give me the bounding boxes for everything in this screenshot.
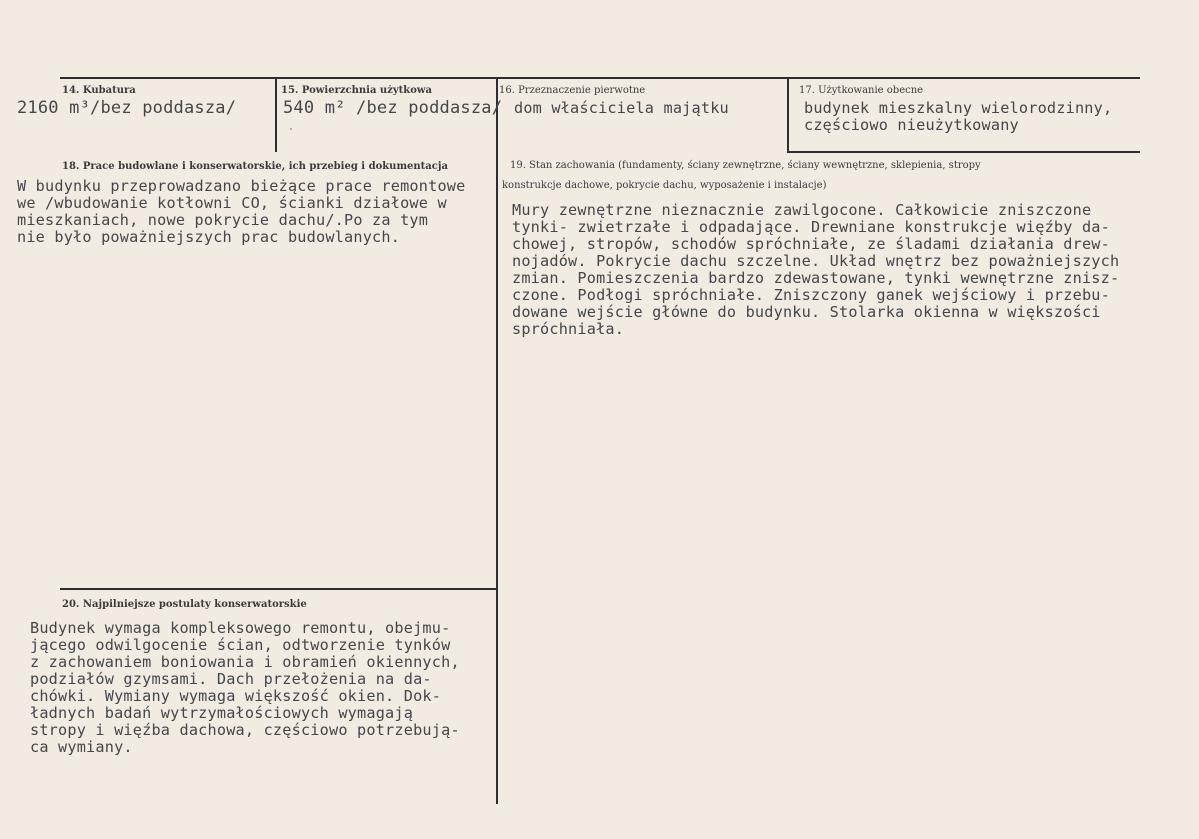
field-16-label: 16. Przeznaczenie pierwotne xyxy=(499,85,646,96)
field-18-line: nie było poważniejszych prac budowlanych. xyxy=(17,228,401,246)
field-14-label: 14. Kubatura xyxy=(62,85,136,96)
field-20-line: Budynek wymaga kompleksowego remontu, obejmu- xyxy=(30,619,451,637)
divider-14-15 xyxy=(275,78,277,152)
field-19-label-line1: 19. Stan zachowania (fundamenty, ściany zewnętrzne, ściany wewnętrzne, sklepienia, stropy xyxy=(510,160,981,171)
field-18-line: W budynku przeprowadzano bieżące prace remontowe xyxy=(17,177,466,195)
rule-above-20 xyxy=(60,588,497,590)
field-19-line: tynki- zwietrzałe i odpadające. Drewniane konstrukcje więźby da- xyxy=(512,218,1110,236)
field-20-line: podziałów gzymsami. Dach przełożenia na da- xyxy=(30,670,432,688)
field-17-label: 17. Użytkowanie obecne xyxy=(799,85,924,96)
field-19-line: Mury zewnętrzne nieznacznie zawilgocone. Całkowicie zniszczone xyxy=(512,201,1092,219)
field-19-line: spróchniała. xyxy=(512,320,625,338)
field-18-line: we /wbudowanie kotłowni CO, ścianki działowe w xyxy=(17,194,447,212)
top-rule xyxy=(60,77,1140,79)
field-20-line: stropy i więźba dachowa, częściowo potrzebują- xyxy=(30,721,460,739)
field-19-line: nojadów. Pokrycie dachu szczelne. Układ wnętrz bez poważniejszych xyxy=(512,252,1120,270)
field-16-value: dom właściciela majątku xyxy=(514,99,729,117)
field-19-line: chowej, stropów, schodów spróchniałe, ze śladami działania drew- xyxy=(512,235,1110,253)
field-20-line: jącego odwilgocenie ścian, odtworzenie tynków xyxy=(30,636,451,654)
field-17-line: częściowo nieużytkowany xyxy=(804,116,1019,134)
field-20-label: 20. Najpilniejsze postulaty konserwatorskie xyxy=(62,599,307,610)
speck xyxy=(290,128,292,130)
field-15-value: 540 m² /bez poddasza/ xyxy=(283,98,503,118)
row1-bottom-rule-right xyxy=(787,151,1140,153)
field-20-line: z zachowaniem boniowania i obramień okiennych, xyxy=(30,653,460,671)
field-20-line: ca wymiany. xyxy=(30,738,133,756)
field-19-line: dowane wejście główne do budynku. Stolarka okienna w większości xyxy=(512,303,1101,321)
field-15-label: 15. Powierzchnia użytkowa xyxy=(281,85,432,96)
divider-16-17 xyxy=(787,78,789,152)
field-19-line: czone. Podłogi spróchniałe. Zniszczony ganek wejściowy i przebu- xyxy=(512,286,1110,304)
field-20-line: chówki. Wymiany wymaga większość okien. Dok- xyxy=(30,687,442,705)
field-20-line: ładnych badań wytrzymałościowych wymagają xyxy=(30,704,414,722)
field-18-line: mieszkaniach, nowe pokrycie dachu/.Po za tym xyxy=(17,211,429,229)
field-19-label-line2: konstrukcje dachowe, pokrycie dachu, wyposażenie i instalacje) xyxy=(502,180,827,191)
field-17-line: budynek mieszkalny wielorodzinny, xyxy=(804,99,1113,117)
field-14-value: 2160 m³/bez poddasza/ xyxy=(17,98,237,118)
field-19-line: zmian. Pomieszczenia bardzo zdewastowane, tynki wewnętrzne znisz- xyxy=(512,269,1120,287)
divider-15-16 xyxy=(496,78,498,804)
field-18-label: 18. Prace budowlane i konserwatorskie, ich przebieg i dokumentacja xyxy=(62,161,448,172)
